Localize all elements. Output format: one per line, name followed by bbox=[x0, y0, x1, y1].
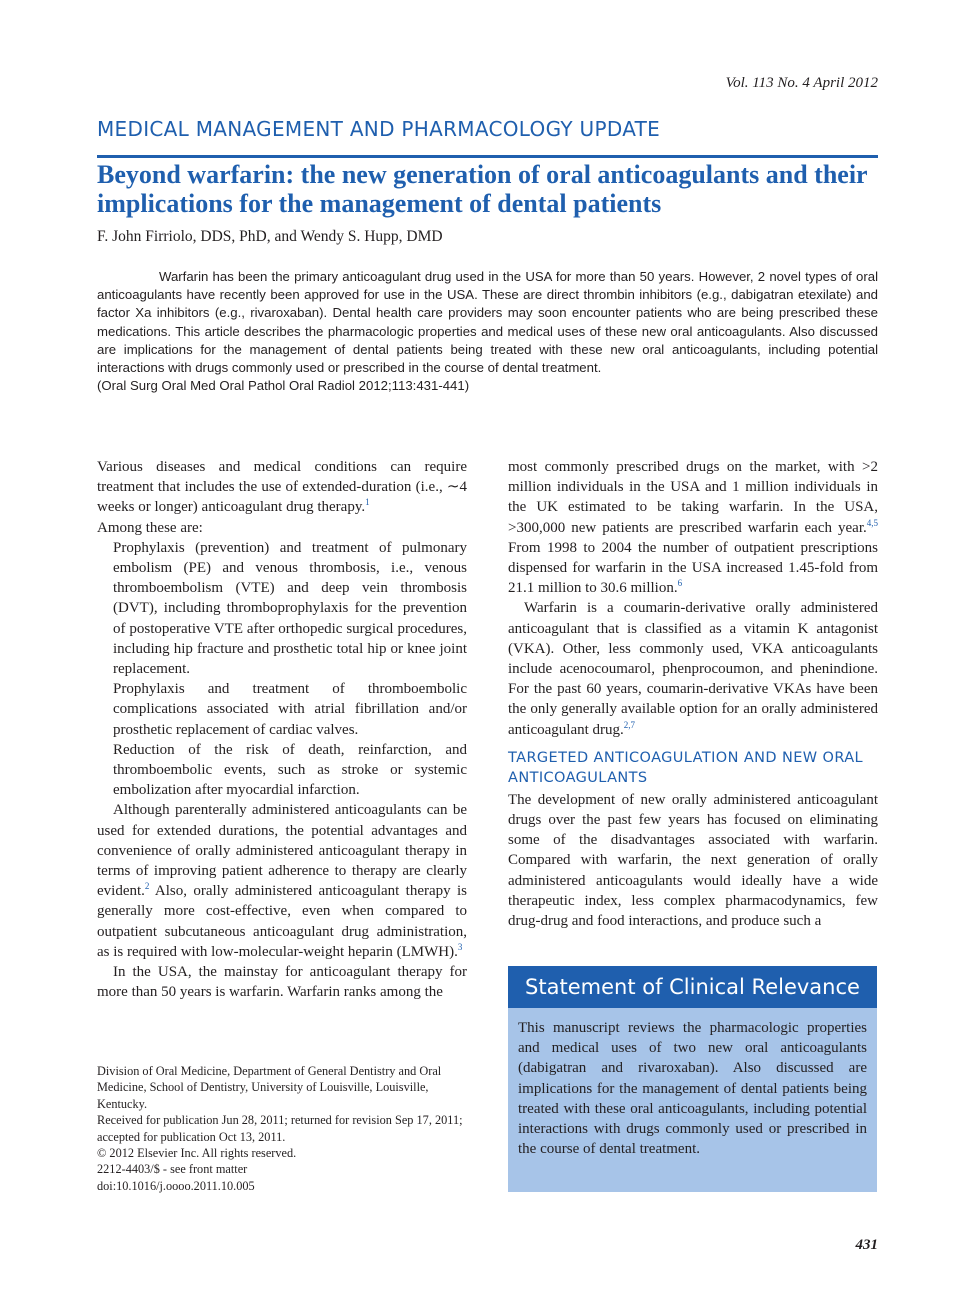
article-authors: F. John Firriolo, DDS, PhD, and Wendy S. Hupp, DMD bbox=[97, 228, 443, 245]
paragraph: In the USA, the mainstay for anticoagulant therapy for more than 50 years is warfarin. Warfarin ranks among the bbox=[97, 964, 467, 1001]
left-column bbox=[97, 457, 467, 1002]
clinical-relevance-text: This manuscript reviews the pharmacologic properties and medical uses of two new oral anticoagulants (dabigatran and rivaroxaban). Also discussed are implications for the management of dental patients being treated with these oral anticoagulants, including potential interactions with drugs commonly used or prescribed in the course of dental treatment. bbox=[518, 1020, 867, 1158]
reference-link[interactable]: 2,7 bbox=[623, 719, 636, 730]
paragraph: Although parenterally administered anticoagulants can be used for extended durations, the potential advantages and convenience of orally administered anticoagulant therapy in terms of improving patient adherence to therapy are clearly evident.$^2$ Also, orally administered anticoagulant therapy is generally more cost-effective, even when compared to outpatient subcutaneous anticoagulant drug administration, as is required with low-molecular-weight heparin (LMWH).$^3$ bbox=[97, 802, 467, 960]
clinical-relevance-heading: Statement of Clinical Relevance bbox=[508, 966, 877, 1008]
abstract-text: Warfarin has been the primary anticoagulant drug used in the USA for more than 50 years. However, 2 novel types of oral anticoagulants have recently been approved for use in the USA. These are direct thrombin inhibitors (e.g., dabigatran etexilate) and factor Xa inhibitors (e.g., rivaroxaban). Dental health care providers may soon encounter patients who are being prescribed these medications. This article describes the pharmacologic properties and medical uses of these new oral anticoagulants. Also discussed are implications for the management of dental patients being treated with these new oral anticoagulants, including potential interactions with drugs commonly used or prescribed in the course of dental treatment. bbox=[97, 269, 878, 376]
paragraph: most commonly prescribed drugs on the market, with >2 million individuals in the USA and 1 million individuals in the UK estimated to be taking warfarin. In the USA, >300,000 new patients are prescribed warfarin each year.$^{4,5}$ From 1998 to 2004 the number of outpatient prescriptions dispensed for warfarin in the USA increased 1.45-fold from 21.1 million to 30.6 million.$^6$ bbox=[508, 459, 878, 597]
section-rule bbox=[97, 155, 878, 158]
paragraph: Warfarin is a coumarin-derivative orally administered anticoagulant that is classified as a vitamin K antagonist (VKA). Other, less commonly used, VKA anticoagulants include acenocoumarol, phenprocoumon, and phenindione. For the past 60 years, coumarin-derivative VKAs have been the only generally available option for an orally administered anticoagulant drug.$^{2,7}$ bbox=[508, 600, 878, 738]
paragraph: The development of new orally administered anticoagulant drugs over the past few years has focused on eliminating some of the disadvantages associated with warfarin. Compared with warfarin, the next generation of orally administered anticoagulants would ideally have a wide therapeutic index, less complex pharmacodynamics, few drug-drug and food interactions, and produce such a bbox=[508, 791, 878, 930]
journal-issue: Vol. 113 No. 4 April 2012 bbox=[725, 75, 878, 91]
section-heading: MEDICAL MANAGEMENT AND PHARMACOLOGY UPDATE bbox=[97, 117, 661, 141]
page-number: 431 bbox=[855, 1237, 878, 1253]
issn: 2212-4403/$ - see front matter bbox=[97, 1162, 248, 1177]
publication-dates: Received for publication Jun 28, 2011; returned for revision Sep 17, 2011; accepted for publication Oct 13, 2011. bbox=[97, 1113, 463, 1144]
article-footnote bbox=[97, 1063, 467, 1194]
abstract bbox=[97, 268, 878, 395]
doi: doi:10.1016/j.oooo.2011.10.005 bbox=[97, 1178, 255, 1193]
list-item: Reduction of the risk of death, reinfarction, and thromboembolic events, such as stroke or systemic embolization after myocardial infarction. bbox=[113, 741, 467, 799]
list-item: Prophylaxis (prevention) and treatment of pulmonary embolism (PE) and venous thrombosis, i.e., venous thromboembolism (VTE) and deep vein thrombosis (DVT), including thromboprophylaxis for the prevention of postoperative VTE after orthopedic surgical procedures, including hip fracture and prosthetic total hip or knee joint replacement. bbox=[113, 539, 467, 678]
copyright: © 2012 Elsevier Inc. All rights reserved. bbox=[97, 1146, 297, 1161]
reference-link[interactable]: 2 bbox=[144, 881, 150, 892]
right-column bbox=[508, 457, 878, 931]
clinical-relevance-box bbox=[508, 966, 877, 1192]
article-title: Beyond warfarin: the new generation of oral anticoagulants and their implications for the management of dental patients bbox=[97, 160, 868, 218]
affiliation: Division of Oral Medicine, Department of General Dentistry and Oral Medicine, School of Dentistry, University of Louisville, Louisville, Kentucky. bbox=[97, 1064, 442, 1111]
paragraph: Various diseases and medical conditions can require treatment that includes the use of extended-duration (i.e., ∼4 weeks or longer) anticoagulant drug therapy.$^1$ Among these are: bbox=[97, 459, 467, 536]
reference-link[interactable]: 4,5 bbox=[866, 517, 878, 528]
reference-link[interactable]: 3 bbox=[457, 941, 463, 952]
reference-link[interactable]: 6 bbox=[677, 578, 683, 589]
subsection-heading: TARGETED ANTICOAGULATION AND NEW ORAL ANTICOAGULANTS bbox=[508, 749, 864, 786]
abstract-citation: (Oral Surg Oral Med Oral Pathol Oral Radiol 2012;113:431-441) bbox=[97, 378, 470, 394]
list-item: Prophylaxis and treatment of thromboembolic complications associated with atrial fibrillation and/or prosthetic replacement of cardiac valves. bbox=[113, 681, 467, 738]
reference-link[interactable]: 1 bbox=[365, 497, 370, 508]
